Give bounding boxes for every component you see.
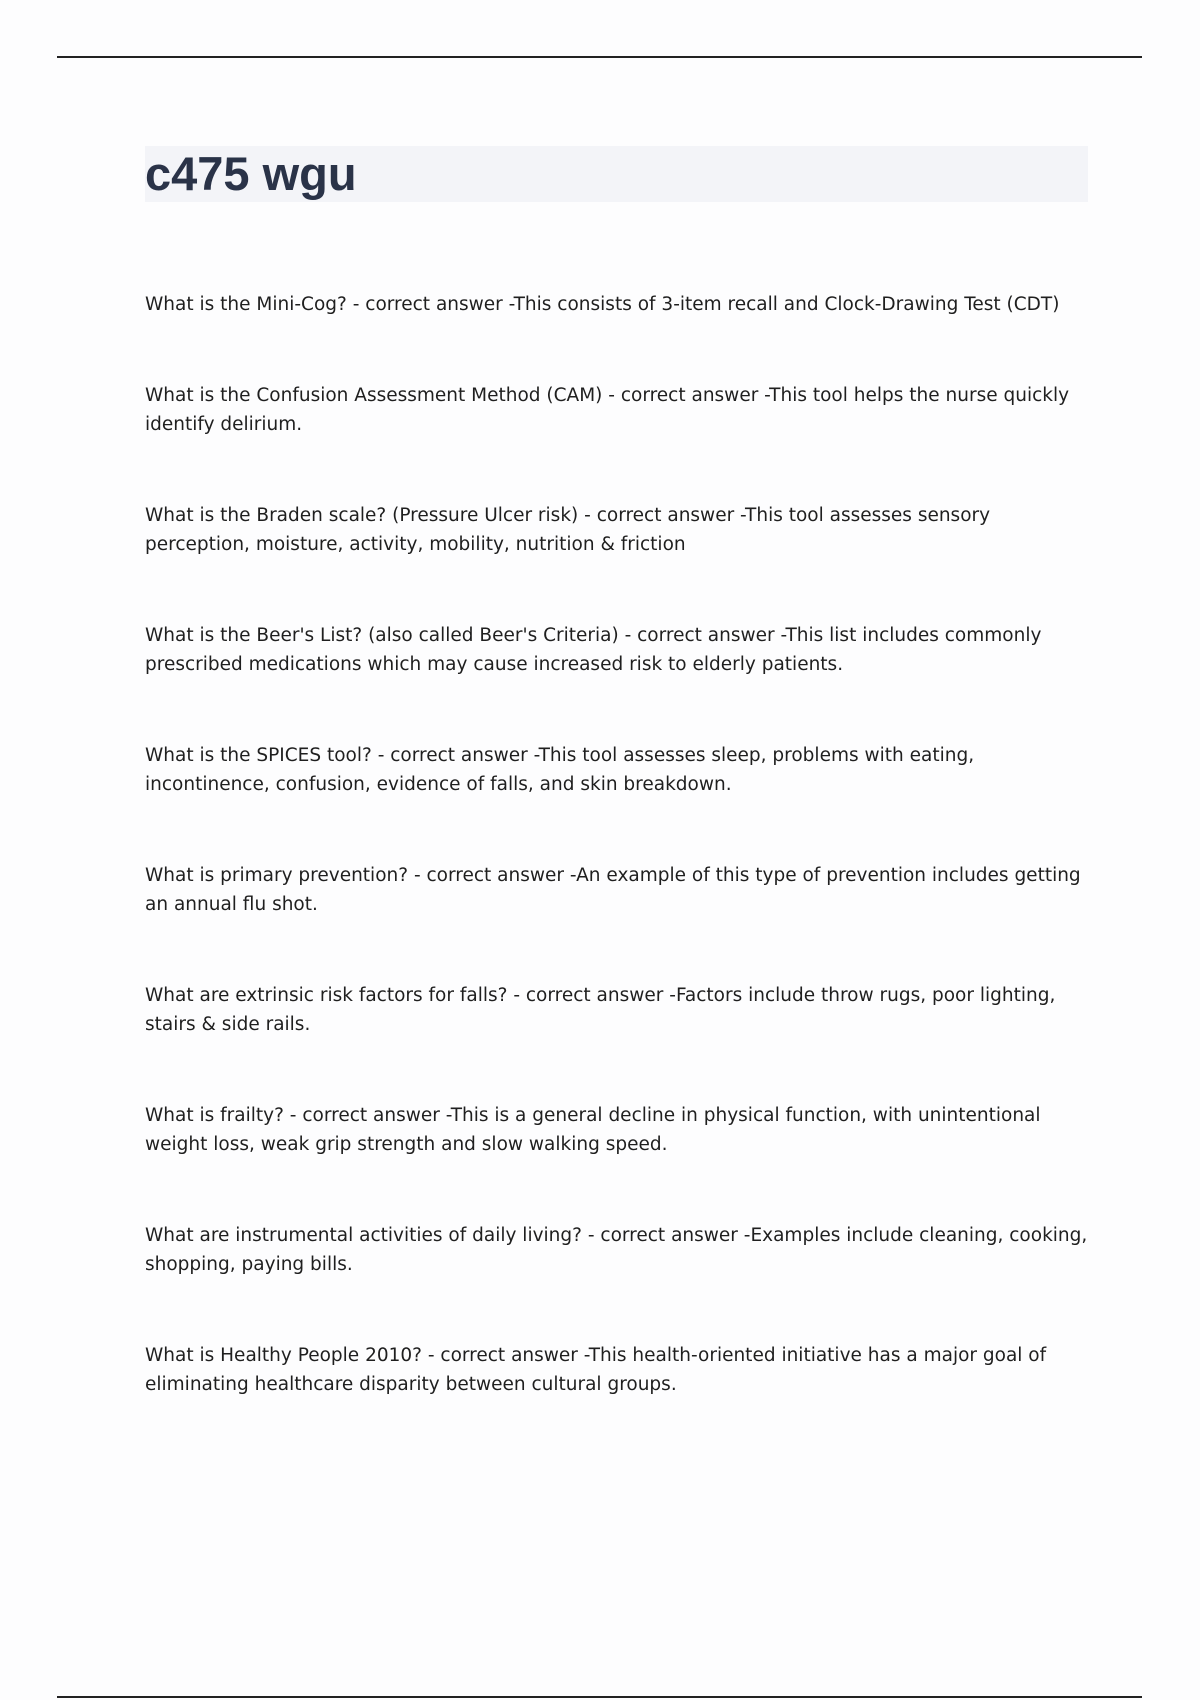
qa-answer: This health-oriented initiative has a major goal of eliminating healthcare disparity between cultural groups. — [145, 1345, 1047, 1395]
qa-answer: This list includes commonly prescribed medications which may cause increased risk to elderly patients. — [145, 625, 1042, 675]
qa-separator: - correct answer - — [283, 1105, 451, 1126]
qa-separator: - correct answer - — [371, 745, 539, 766]
qa-separator: - correct answer - — [408, 865, 577, 886]
qa-item — [145, 381, 1095, 439]
qa-question: What is the SPICES tool? — [145, 745, 372, 766]
qa-separator: - correct answer - — [581, 1225, 751, 1246]
qa-answer: Examples include cleaning, cooking, shopping, paying bills. — [145, 1225, 1088, 1275]
qa-separator: - correct answer - — [346, 294, 514, 315]
qa-question: What is frailty? — [145, 1105, 284, 1126]
qa-answer: Factors include throw rugs, poor lighting, stairs & side rails. — [145, 985, 1056, 1035]
qa-answer: An example of this type of prevention includes getting an annual flu shot. — [145, 865, 1081, 915]
qa-question: What is the Braden scale? (Pressure Ulcer risk) — [145, 505, 579, 526]
qa-item — [145, 501, 1095, 559]
qa-answer: This is a general decline in physical function, with unintentional weight loss, weak grip strength and slow walking speed. — [145, 1105, 1041, 1155]
qa-separator: - correct answer - — [578, 505, 746, 526]
qa-question: What is the Confusion Assessment Method (CAM) — [145, 385, 603, 406]
document-title: c475 wgu — [145, 147, 357, 200]
qa-item — [145, 741, 1095, 799]
qa-separator: - correct answer - — [602, 385, 770, 406]
qa-item — [145, 290, 1095, 319]
qa-question: What is primary prevention? — [145, 865, 409, 886]
qa-item — [145, 1341, 1095, 1399]
qa-question: What is the Beer's List? (also called Beer's Criteria) — [145, 625, 619, 646]
qa-item — [145, 1101, 1095, 1159]
qa-item — [145, 1221, 1095, 1279]
qa-item — [145, 981, 1095, 1039]
qa-question: What are instrumental activities of daily living? — [145, 1225, 582, 1246]
qa-question: What is Healthy People 2010? — [145, 1345, 422, 1366]
top-rule — [57, 56, 1142, 58]
qa-question: What are extrinsic risk factors for falls? — [145, 985, 508, 1006]
qa-item — [145, 861, 1095, 919]
qa-separator: - correct answer - — [618, 625, 786, 646]
qa-answer: This tool helps the nurse quickly identify delirium. — [145, 385, 1070, 435]
qa-item — [145, 621, 1095, 679]
bottom-rule — [57, 1696, 1142, 1698]
qa-answer: This tool assesses sensory perception, moisture, activity, mobility, nutrition & friction — [145, 505, 991, 555]
qa-separator: - correct answer - — [507, 985, 676, 1006]
qa-answer: This tool assesses sleep, problems with eating, incontinence, confusion, evidence of falls, and skin breakdown. — [145, 745, 975, 795]
qa-answer: This consists of 3-item recall and Clock-Drawing Test (CDT) — [513, 294, 1060, 315]
qa-question: What is the Mini-Cog? — [145, 294, 347, 315]
qa-separator: - correct answer - — [421, 1345, 589, 1366]
